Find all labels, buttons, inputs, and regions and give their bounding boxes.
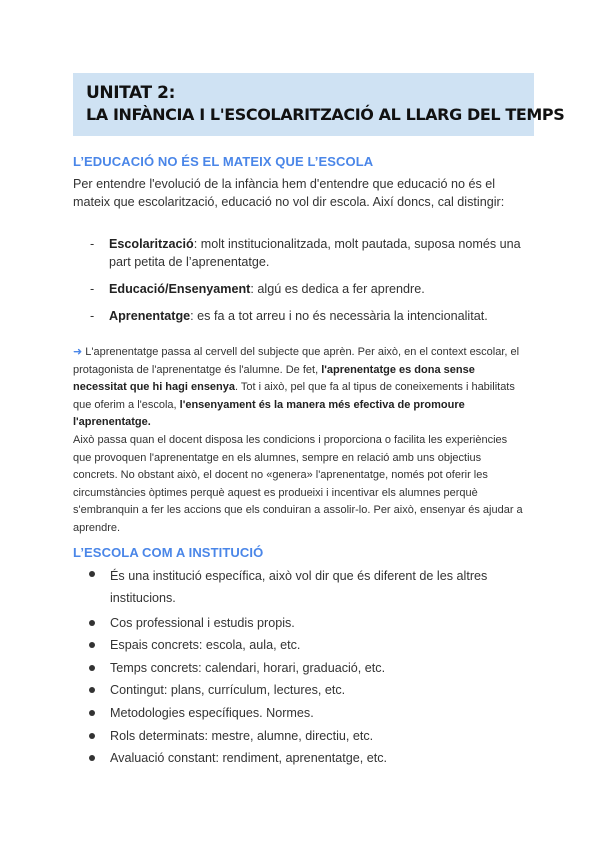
item-text: Espais concrets: escola, aula, etc. <box>110 638 301 653</box>
bullet-icon <box>89 710 95 716</box>
dash-bullet: - <box>90 237 95 251</box>
section-heading-institution: L’ESCOLA COM A INSTITUCIÓ <box>73 545 264 560</box>
definition-term: Educació/Ensenyament <box>109 282 251 296</box>
item-text: Metodologies específiques. Normes. <box>110 705 314 720</box>
note-text-2: . Tot i això, pel que fa al tipus de coneixements i habilitats que oferim a l'escola, <box>73 381 515 411</box>
list-item <box>73 307 533 325</box>
item-text: Contingut: plans, currículum, lectures, etc. <box>110 683 346 698</box>
bullet-icon <box>89 620 95 626</box>
note-paragraph <box>73 344 525 432</box>
intro-paragraph: Per entendre l'evolució de la infància hem d'entendre que educació no és el mateix que escolarització, educació no vol dir escola. Així doncs, cal distingir: <box>73 177 505 209</box>
dash-bullet: - <box>90 309 95 323</box>
definition-term: Escolarització <box>109 237 194 251</box>
list-item <box>73 614 533 632</box>
item-text: És una institució específica, això vol dir que és diferent de les altres institucions. <box>110 569 488 605</box>
list-item <box>73 749 533 767</box>
list-item <box>73 235 533 271</box>
definition-text: : molt institucionalitzada, molt pautada, suposa només una part petita de l’aprenentatge. <box>109 237 521 269</box>
note-text-1: L'aprenentatge passa al cervell del subjecte que aprèn. Per això, en el context escolar, el protagonista de l'aprenentatge és l'alumne. De fet, <box>73 346 520 376</box>
list-item <box>73 565 533 609</box>
bullet-icon <box>89 733 95 739</box>
bullet-icon <box>89 687 95 693</box>
list-item <box>73 681 533 699</box>
bullet-icon <box>89 665 95 671</box>
item-text: Temps concrets: calendari, horari, graduació, etc. <box>110 660 386 675</box>
bullet-icon <box>89 571 95 577</box>
definition-text: : algú es dedica a fer aprendre. <box>250 282 425 296</box>
list-item <box>73 659 533 677</box>
dash-bullet: - <box>90 282 95 296</box>
bullet-icon <box>89 755 95 761</box>
definition-term: Aprenentatge <box>109 309 191 323</box>
note-bold-2: l'ensenyament és la manera més efectiva de promoure l'aprenentatge. <box>73 398 465 428</box>
unit-title-box <box>73 73 565 136</box>
item-text: Avaluació constant: rendiment, aprenentatge, etc. <box>110 751 388 766</box>
list-item <box>73 704 533 722</box>
definition-text: : es fa a tot arreu i no és necessària la intencionalitat. <box>190 309 488 323</box>
list-item <box>73 636 533 654</box>
teaching-paragraph: Això passa quan el docent disposa les condicions i proporciona o facilita les experiències que provoquen l'aprenentatge en els alumnes, sempre en relació amb uns objectius concrets. No obstant això, el docent no «genera» l'aprenentatge, només pot oferir les circumstàncies òptimes perquè aquest es produeixi i incentivar els alumnes perquè s'embranquin a fer les accions que els conduiran a assolir-lo. Per això, ensenyar és ajudar a aprendre. <box>73 434 523 534</box>
list-item <box>73 727 533 745</box>
unit-subtitle: LA INFÀNCIA I L'ESCOLARITZACIÓ AL LLARG DEL TEMPS <box>86 105 565 124</box>
institution-list <box>73 565 533 772</box>
item-text: Rols determinats: mestre, alumne, directiu, etc. <box>110 728 374 743</box>
definitions-list <box>73 235 533 334</box>
arrow-icon: ➜ <box>73 346 83 358</box>
unit-title: UNITAT 2: <box>86 83 176 103</box>
note-bold-1: l'aprenentatge es dona sense necessitat que hi hagi ensenya <box>73 363 475 393</box>
section-heading-education: L’EDUCACIÓ NO ÉS EL MATEIX QUE L’ESCOLA <box>73 154 374 169</box>
list-item <box>73 280 533 298</box>
item-text: Cos professional i estudis propis. <box>110 615 295 630</box>
bullet-icon <box>89 642 95 648</box>
